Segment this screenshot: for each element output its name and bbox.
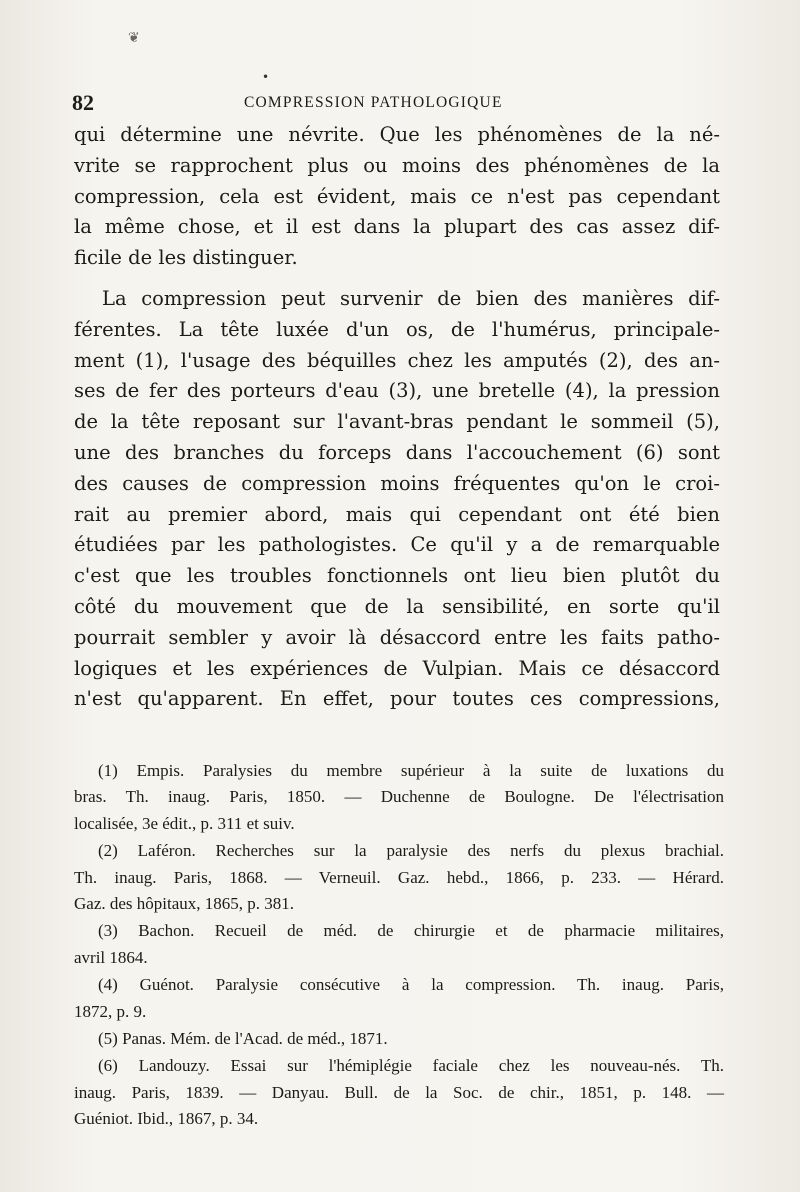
text-line: pourrait sembler y avoir là désaccord entre les faits patho- <box>74 625 720 649</box>
footnote-line: 1872, p. 9. <box>74 1001 147 1021</box>
body-text <box>74 120 720 715</box>
footnote-line: (2) Laféron. Recherches sur la paralysie des nerfs du plexus brachial. <box>98 841 724 861</box>
text-line: ses de fer des porteurs d'eau (3), une bretelle (4), la pression <box>74 379 720 403</box>
footnote-line: (5) Panas. Mém. de l'Acad. de méd., 1871. <box>98 1029 388 1049</box>
text-line: n'est qu'apparent. En effet, pour toutes ces compressions, <box>74 687 720 711</box>
text-line: logiques et les expériences de Vulpian. Mais ce désaccord <box>74 656 720 680</box>
ink-smudge-mark: ❦ <box>128 30 140 46</box>
text-line: étudiées par les pathologistes. Ce qu'il y a de remarquable <box>74 533 720 557</box>
text-line: une des branches du forceps dans l'accouchement (6) sont <box>74 440 720 464</box>
footnote-2 <box>74 838 724 917</box>
footnote-line: (4) Guénot. Paralysie consécutive à la compression. Th. inaug. Paris, <box>98 975 724 995</box>
text-line: rait au premier abord, mais qui cependant ont été bien <box>74 502 720 526</box>
footnote-4 <box>74 972 724 1025</box>
page-header <box>72 90 732 120</box>
footnotes <box>74 758 724 1134</box>
text-line: qui détermine une névrite. Que les phénomènes de la né- <box>74 123 720 146</box>
text-line: vrite se rapprochent plus ou moins des phénomènes de la <box>74 153 720 177</box>
footnote-line: (3) Bachon. Recueil de méd. de chirurgie et de pharmacie militaires, <box>98 921 724 941</box>
text-line: des causes de compression moins fréquentes qu'on le croi- <box>74 471 720 495</box>
footnote-5 <box>74 1026 724 1052</box>
text-line: compression, cela est évident, mais ce n'est pas cependant <box>74 184 720 208</box>
footnote-line: (1) Empis. Paralysies du membre supérieur à la suite de luxations du <box>98 761 724 780</box>
text-line: ficile de les distinguer. <box>74 246 298 270</box>
paragraph-2 <box>74 284 720 715</box>
footnote-line: Th. inaug. Paris, 1868. — Verneuil. Gaz. hebd., 1866, p. 233. — Hérard. <box>74 867 724 887</box>
footnote-line: (6) Landouzy. Essai sur l'hémiplégie faciale chez les nouveau-nés. Th. <box>98 1056 724 1076</box>
text-line: férentes. La tête luxée d'un os, de l'humérus, principale- <box>74 317 720 341</box>
text-line: ment (1), l'usage des béquilles chez les amputés (2), des an- <box>74 348 720 372</box>
footnote-line: inaug. Paris, 1839. — Danyau. Bull. de la Soc. de chir., 1851, p. 148. — <box>74 1082 724 1102</box>
paragraph-1 <box>74 120 720 274</box>
footnote-6 <box>74 1053 724 1132</box>
footnote-1 <box>74 758 724 837</box>
running-title: COMPRESSION PATHOLOGIQUE <box>244 94 503 111</box>
footnote-3 <box>74 918 724 971</box>
footnote-line: localisée, 3e édit., p. 311 et suiv. <box>74 813 295 833</box>
text-line: La compression peut survenir de bien des manières dif- <box>102 286 720 310</box>
text-line: c'est que les troubles fonctionnels ont lieu bien plutôt du <box>74 564 720 588</box>
footnote-line: Gaz. des hôpitaux, 1865, p. 381. <box>74 894 295 914</box>
text-line: la même chose, et il est dans la plupart des cas assez dif- <box>74 215 720 239</box>
footnote-line: avril 1864. <box>74 947 148 967</box>
page-number: 82 <box>72 90 94 115</box>
footnote-line: Guéniot. Ibid., 1867, p. 34. <box>74 1109 259 1129</box>
ink-dot-mark: • <box>262 70 270 84</box>
text-line: de la tête reposant sur l'avant-bras pendant le sommeil (5), <box>74 410 720 434</box>
text-line: côté du mouvement que de la sensibilité, en sorte qu'il <box>74 594 720 618</box>
footnote-line: bras. Th. inaug. Paris, 1850. — Duchenne de Boulogne. De l'électrisation <box>74 787 724 807</box>
